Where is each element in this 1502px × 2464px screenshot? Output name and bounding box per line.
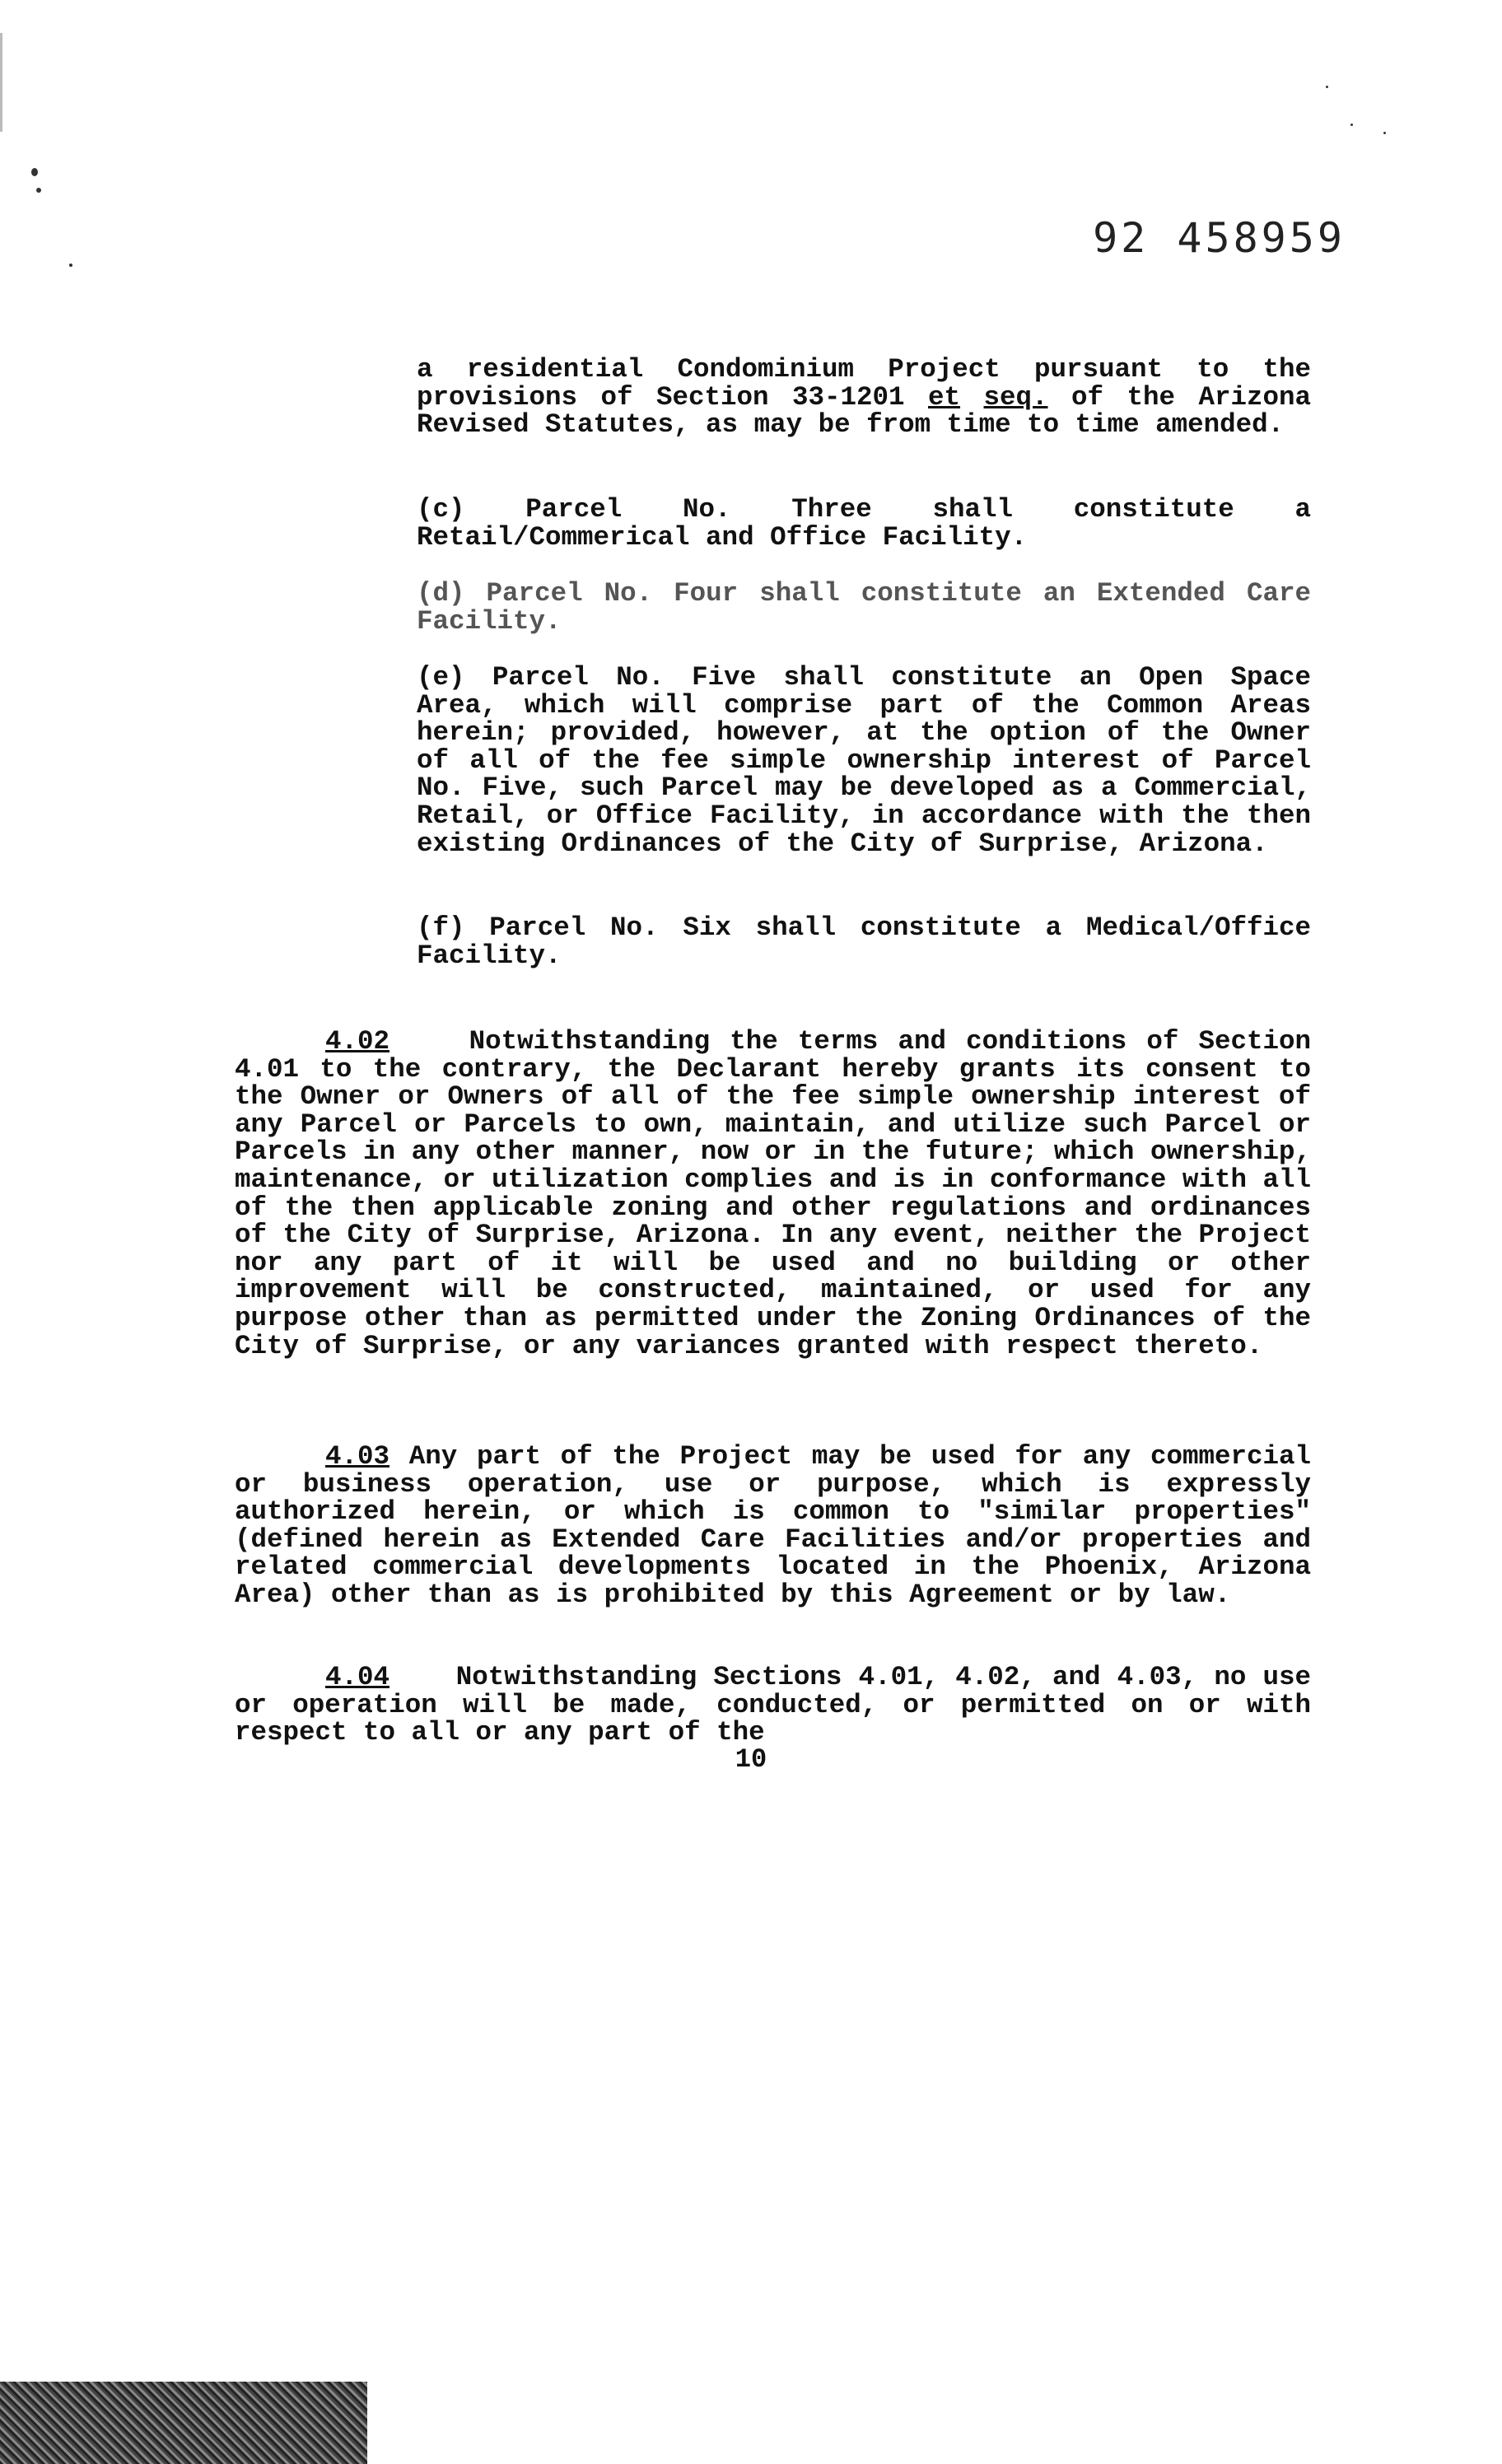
section-4-03 — [235, 1443, 1311, 1609]
scan-speck — [1383, 132, 1386, 134]
paragraph-parcel-f: (f) Parcel No. Six shall constitute a Medical/Office Facility. — [417, 912, 1311, 971]
section-4-04-heading: 4.04 — [325, 1662, 390, 1692]
scan-speck — [31, 168, 38, 176]
scan-speck — [36, 188, 41, 193]
section-4-02-heading: 4.02 — [325, 1026, 390, 1057]
latin-seq: seq. — [983, 381, 1048, 413]
document-number: 92 458959 — [1093, 214, 1346, 262]
scan-speck — [1326, 86, 1328, 88]
scan-speck — [69, 264, 72, 267]
paragraph-parcel-e: (e) Parcel No. Five shall constitute an Open Space Area, which will comprise part of the Common Areas herein; provided, however, at the option of the Owner of all of the fee simple ownership interest of Parcel No. Five, such Parcel may be developed as a Commercial, Retail, or Office Facility, in accordance with the then existing Ordinances of the City of Surprise, Arizona. — [417, 662, 1311, 859]
paragraph-text-end: of the Arizona Revised Statutes, as may be from time to time amended. — [417, 381, 1311, 441]
scan-edge — [0, 33, 2, 132]
scan-speck — [1350, 124, 1353, 126]
paragraph-parcel-d: (d) Parcel No. Four shall constitute an Extended Care Facility. — [417, 578, 1311, 637]
section-4-04 — [235, 1664, 1311, 1747]
latin-et: et — [928, 381, 961, 413]
paragraph-parcel-c: (c) Parcel No. Three shall constitute a Retail/Commerical and Office Facility. — [417, 494, 1311, 553]
section-4-04-text: Notwithstanding Sections 4.01, 4.02, and 4.03, no use or operation will be made, conducted, or permitted on or with respect to all or any part of the — [235, 1662, 1311, 1748]
scan-artifact-strip — [0, 2382, 367, 2464]
section-4-03-heading: 4.03 — [325, 1441, 390, 1472]
paragraph-text: a residential Condominium Project pursuant to the provisions of Section 33-1201 — [417, 354, 1311, 413]
section-4-03-text: Any part of the Project may be used for any commercial or business operation, use or purpose, which is expressly authorized herein, or which is common to "similar properties" (defined herein as Extended Care Facilities and/or properties and related commercial developments located in the Phoenix, Arizona Area) other than as is prohibited by this Agreement or by law. — [235, 1441, 1311, 1610]
section-4-02 — [235, 1028, 1311, 1360]
paragraph-condominium — [417, 356, 1311, 439]
section-4-02-text: Notwithstanding the terms and conditions of Section 4.01 to the contrary, the Declarant hereby grants its consent to the Owner or Owners of all of the fee simple ownership interest of any Parcel or Parcels to own, maintain, and utilize such Parcel or Parcels in any other manner, now or in the future; which ownership, maintenance, or utilization complies and is in conformance with all of the then applicable zoning and other regulations and ordinances of the City of Surprise, Arizona. In any event, neither the Project nor any part of it will be used and no building or other improvement will be constructed, maintained, or used for any purpose other than as permitted under the Zoning Ordinances of the City of Surprise, or any variances granted with respect thereto. — [235, 1026, 1312, 1361]
page-number: 10 — [735, 1744, 767, 1775]
